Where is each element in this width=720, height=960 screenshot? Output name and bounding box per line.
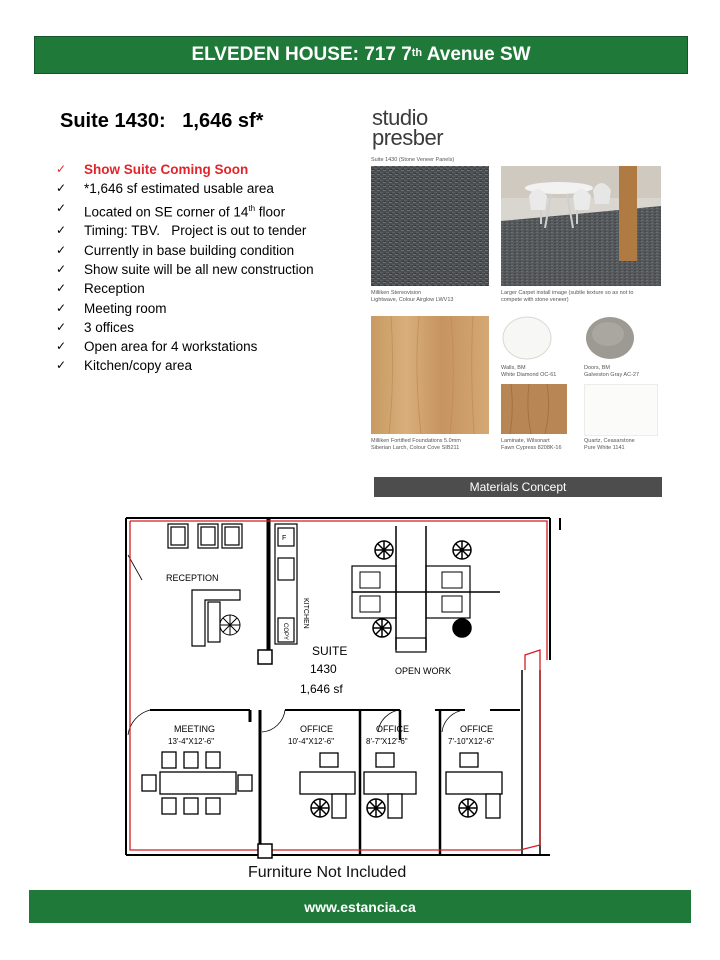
- carpet-caption: Milliken Stereovision Lightwave, Colour Airglow LWV13: [371, 290, 454, 303]
- board-label: Suite 1430 (Stone Veneer Panels): [371, 157, 455, 163]
- meeting-table: [142, 752, 252, 814]
- feature-item: ✓ Located on SE corner of 14th floor: [56, 200, 286, 220]
- floor-plan: [120, 510, 580, 865]
- checkmark-icon: ✓: [56, 281, 67, 296]
- checkmark-icon: ✓: [56, 223, 67, 238]
- meeting-label: MEETING: [174, 724, 216, 734]
- checkmark-icon: ✓: [56, 339, 67, 354]
- feature-item: ✓ Open area for 4 workstations: [56, 337, 346, 356]
- footer-url[interactable]: www.estancia.ca: [29, 890, 691, 923]
- reception-label: RECEPTION: [166, 573, 219, 583]
- office3-dim-label: 7'-10"X12'-6": [448, 737, 495, 746]
- feature-list: [56, 160, 346, 376]
- office1-label: OFFICE: [300, 724, 333, 734]
- install-caption: Larger Carpet install image (subtle texture so as not to compete with stone veneer): [501, 290, 634, 303]
- checkmark-icon: ✓: [56, 162, 67, 176]
- office1-dim-label: 10'-4"X12'-6": [288, 737, 335, 746]
- suite-area-label: 1,646 sf: [300, 682, 343, 696]
- doors-caption: Doors, BM Galveston Gray AC-27: [584, 365, 640, 378]
- materials-board: [366, 100, 666, 500]
- checkmark-icon: ✓: [56, 242, 67, 257]
- suite-number-label: 1430: [310, 662, 337, 676]
- checkmark-icon: ✓: [56, 181, 67, 196]
- quartz-caption: Quartz, Ceasarstone Pure White 1141: [584, 438, 635, 451]
- feature-item: ✓ Show Suite Coming Soon: [56, 160, 346, 179]
- workstation-chair-icon: [373, 541, 471, 637]
- white-paint-swatch: [501, 314, 561, 364]
- checkmark-icon: ✓: [56, 358, 67, 373]
- laminate-swatch: [501, 384, 567, 434]
- office2-dim-label: 8'-7"X12'-6": [366, 737, 408, 746]
- kitchen-label: KITCHEN: [302, 598, 309, 629]
- checkmark-icon: ✓: [56, 319, 67, 334]
- carpet-swatch: [371, 166, 489, 286]
- title-end: Avenue SW: [422, 44, 531, 65]
- materials-concept-bar: Materials Concept: [374, 477, 662, 497]
- checkmark-icon: ✓: [56, 300, 67, 315]
- quartz-swatch: [584, 384, 658, 436]
- furniture-note: Furniture Not Included: [248, 864, 407, 881]
- feature-item: ✓ Kitchen/copy area: [56, 356, 346, 375]
- laminate-caption: Laminate, Wilsonart Fawn Cypress 8208K-16: [501, 438, 562, 451]
- fridge-label: F: [282, 535, 287, 542]
- plan-column: [258, 650, 272, 664]
- suite-label: SUITE: [312, 644, 348, 658]
- checkmark-icon: ✓: [56, 261, 67, 276]
- feature-item: ✓ Currently in base building condition: [56, 241, 346, 260]
- gray-paint-swatch: [584, 314, 644, 364]
- meeting-dim-label: 13'-4"X12'-6": [168, 737, 215, 746]
- walls-caption: Walls, BM White Diamond OC-61: [501, 365, 557, 378]
- checkmark-icon: ✓: [56, 200, 67, 215]
- suite-title: Suite 1430: 1,646 sf*: [60, 110, 264, 132]
- plan-column: [258, 844, 272, 858]
- copy-label: COPY: [282, 623, 288, 641]
- feature-item: ✓ Meeting room: [56, 299, 346, 318]
- feature-item: ✓ Show suite will be all new construction: [56, 260, 346, 279]
- studio-presber-logo: studio presber: [372, 105, 444, 150]
- carpet-install-image: [501, 166, 661, 286]
- feature-item: ✓ 3 offices: [56, 318, 346, 337]
- title-main: ELVEDEN HOUSE: 717 7: [191, 44, 412, 65]
- open-work-label: OPEN WORK: [395, 666, 452, 676]
- wood-floor-swatch: [371, 316, 489, 434]
- feature-item: ✓ *1,646 sf estimated usable area: [56, 179, 346, 198]
- title-sup: th: [411, 47, 423, 59]
- feature-item: ✓ Timing: TBV. Project is out to tender: [56, 221, 346, 240]
- office2-label: OFFICE: [376, 724, 409, 734]
- office3-label: OFFICE: [460, 724, 493, 734]
- wood-caption: Milliken Fortified Foundations 5.0mm Siberian Larch, Colour Cove SIB211: [371, 438, 461, 451]
- office-chair-icon: [220, 615, 240, 635]
- feature-item: ✓ Reception: [56, 279, 346, 298]
- title-banner: [34, 36, 688, 74]
